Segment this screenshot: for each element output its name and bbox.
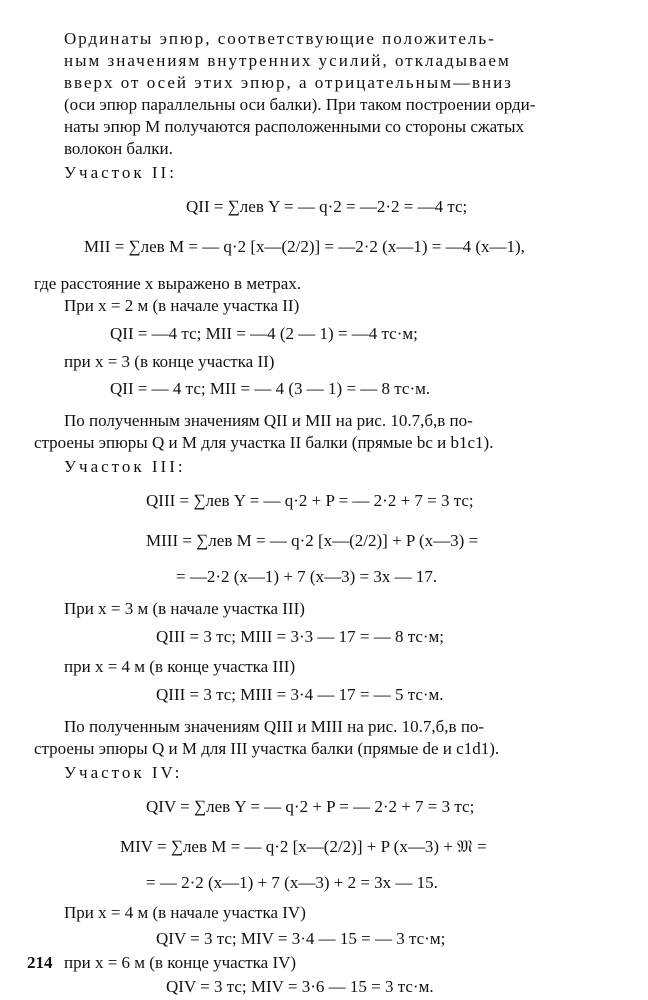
section-2-at-start: При x = 2 м (в начале участка II): [64, 296, 300, 315]
section-3-summary-1: По полученным значениям QIII и MIII на рис. 10.7,б,в по-: [64, 717, 485, 736]
intro-l3: вверх от осей этих эпюр, а отрицательным—вниз: [64, 73, 513, 92]
section-4-at-start: При x = 4 м (в начале участка IV): [64, 903, 306, 922]
section-4-q-formula: QIV = ∑лев Y = — q·2 + P = — 2·2 + 7 = 3 тс;: [146, 797, 475, 816]
section-4-at-end: при x = 6 м (в конце участка IV): [64, 953, 297, 972]
section-2-at-end: при x = 3 (в конце участка II): [64, 352, 275, 371]
intro-l6: волокон балки.: [64, 139, 173, 158]
section-3-start-values: QIII = 3 тс; MIII = 3·3 — 17 = — 8 тс·м;: [156, 627, 445, 646]
section-3-at-start: При x = 3 м (в начале участка III): [64, 599, 305, 618]
section-3-end-values: QIII = 3 тс; MIII = 3·4 — 17 = — 5 тс·м.: [156, 685, 444, 704]
intro-line-6: [64, 138, 173, 160]
intro-line-1: [64, 28, 612, 50]
section-4-m-formula-2: = — 2·2 (x—1) + 7 (x—3) + 2 = 3x — 15.: [146, 873, 438, 892]
section-2-heading: Участок II:: [64, 163, 177, 182]
intro-l4: (оси эпюр параллельны оси балки). При таком построении орди-: [64, 95, 536, 114]
section-2-start-values: QII = —4 тс; MII = —4 (2 — 1) = —4 тс·м;: [110, 324, 418, 343]
section-3-summary-2: строены эпюры Q и M для III участка балки (прямые de и c1d1).: [34, 739, 500, 758]
section-4-m-formula-1: MIV = ∑лев M = — q·2 [x—(2/2)] + P (x—3) + 𝔐 =: [120, 837, 487, 856]
section-3-heading: Участок III:: [64, 457, 186, 476]
intro-line-4: [64, 94, 535, 116]
section-2-q-formula: QII = ∑лев Y = — q·2 = —2·2 = —4 тс;: [186, 197, 468, 216]
intro-l1: Ординаты эпюр, соответствующие положитель-: [64, 29, 496, 48]
intro-l2: ным значениям внутренних усилий, откладываем: [64, 51, 511, 70]
section-3-q-formula: QIII = ∑лев Y = — q·2 + P = — 2·2 + 7 = 3 тс;: [146, 491, 474, 510]
section-2-summary-1: По полученным значениям QII и MII на рис. 10.7,б,в по-: [64, 411, 473, 430]
section-2-where: где расстояние x выражено в метрах.: [34, 274, 302, 293]
intro-line-3: [64, 72, 612, 94]
section-2-end-values: QII = — 4 тс; MII = — 4 (3 — 1) = — 8 тс·м.: [110, 379, 431, 398]
intro-line-2: [64, 50, 612, 72]
section-3-at-end: при x = 4 м (в конце участка III): [64, 657, 296, 676]
section-4-heading: Участок IV:: [64, 763, 183, 782]
section-4-start-values: QIV = 3 тс; MIV = 3·4 — 15 = — 3 тс·м;: [156, 929, 446, 948]
section-2-m-formula: MII = ∑лев M = — q·2 [x—(2/2)] = —2·2 (x—1) = —4 (x—1),: [84, 237, 525, 256]
section-3-m-formula-2: = —2·2 (x—1) + 7 (x—3) = 3x — 17.: [176, 567, 438, 586]
section-3-m-formula-1: MIII = ∑лев M = — q·2 [x—(2/2)] + P (x—3) =: [146, 531, 479, 550]
intro-line-5: [64, 116, 524, 138]
intro-l5: наты эпюр M получаются расположенными со стороны сжатых: [64, 117, 525, 136]
page-number: 214: [27, 953, 53, 972]
section-4-end-values: QIV = 3 тс; MIV = 3·6 — 15 = 3 тс·м.: [166, 977, 434, 996]
section-2-summary-2: строены эпюры Q и M для участка II балки (прямые bc и b1c1).: [34, 433, 494, 452]
